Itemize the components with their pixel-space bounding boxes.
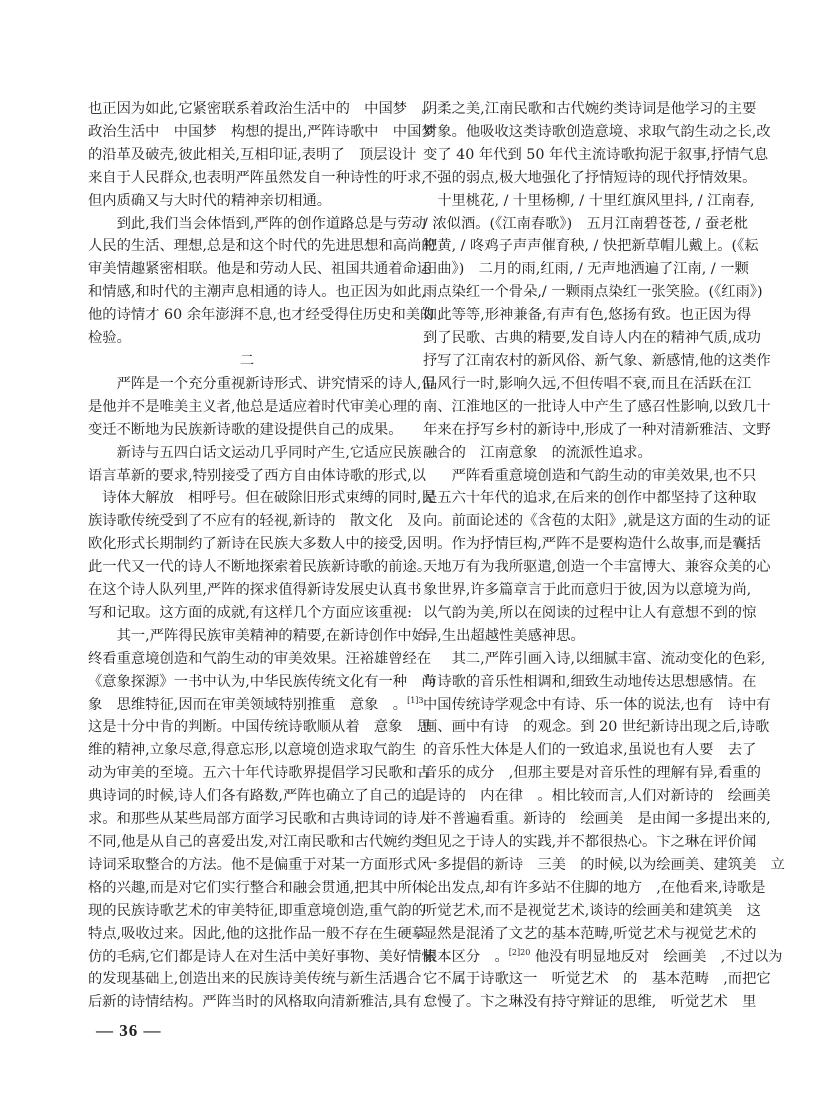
text-line: 融合的 江南意象 的流派性追求。 xyxy=(423,444,652,461)
paragraph xyxy=(88,625,436,1014)
text-line: 听觉艺术,而不是视觉艺术,谈诗的绘画美和建筑美 这 xyxy=(423,902,761,919)
text-line: 维的精神,立象尽意,得意忘形,以意境创造求取气韵生 xyxy=(88,742,417,759)
text-line: 语言革新的要求,特别接受了西方自由体诗歌的形式,以 xyxy=(88,467,426,484)
text-line: 的发现基础上,创造出来的民族诗美传统与新生活遇合 xyxy=(88,971,422,988)
text-line: 此一代又一代的诗人不断地探索着民族新诗歌的前途。 xyxy=(88,559,432,576)
text-line: 格的兴趣,而是对它们实行整合和融会贯通,把其中所体 xyxy=(88,879,426,896)
text-line: 人民的生活、理想,总是和这个时代的先进思想和高尚的 xyxy=(88,238,436,255)
text-line: 也正因为如此,它紧密联系着政治生活中的 中国梦 。 xyxy=(88,101,436,117)
text-line: 终看重意境创造和气韵生动的审美效果。汪裕雄曾经在 xyxy=(88,650,432,667)
text-line: 南、江淮地区的一批诗人中产生了感召性影响,以致几十 xyxy=(423,398,771,415)
text-line: 显然是混淆了文艺的基本范畴,听觉艺术与视觉艺术的 xyxy=(423,925,757,942)
paragraph xyxy=(423,98,771,190)
text-line: 阴柔之美,江南民歌和古代婉约类诗词是他学习的主要 xyxy=(423,101,757,117)
text-line: 论出发点,却有许多站不住脚的地方 ,在他看来,诗歌是 xyxy=(423,879,766,896)
text-line: 明。作为抒情巨构,严阵不是要构造什么故事,而是囊括 xyxy=(423,536,761,553)
text-line: 一多提倡的新诗 三美 的时候,以为绘画美、建筑美 立 xyxy=(423,856,785,873)
text-line: 它不属于诗歌这一 听觉艺术 的 基本范畴 ,而把它 xyxy=(423,971,771,988)
text-line: 严阵是一个充分重视新诗形式、讲究情采的诗人,但 xyxy=(116,375,436,392)
text-line: 的沿革及破壳,彼此相关,互相印证,表明了 顶层设计 xyxy=(88,146,417,163)
text-line: 象世界,许多篇章言于此而意归于彼,因为以意境为尚, xyxy=(423,582,752,599)
text-line: 和情感,和时代的主潮声息相通的诗人。也正因为如此, xyxy=(88,284,426,301)
text-line: 现的民族诗歌艺术的审美特征,即重意境创造,重气韵的 xyxy=(88,902,426,919)
text-segment: 他没有明显地反对 绘画美 ,不过以为 xyxy=(530,948,783,965)
text-line: 其二,严阵引画入诗,以细腻丰富、流动变化的色彩, xyxy=(451,650,766,667)
text-line: 画、画中有诗 的观念。到 20 世纪新诗出现之后,诗歌 xyxy=(423,719,770,736)
text-line: 十里桃花, / 十里杨柳, / 十里红旗风里抖, / 江南春, xyxy=(423,192,755,209)
text-line: 并不普遍看重。新诗的 绘画美 是由闻一多提出来的, xyxy=(423,811,771,828)
paragraph xyxy=(423,648,785,1015)
paragraph xyxy=(423,465,771,648)
text-line: 变迁不断地为民族新诗歌的建设提供自己的成果。 xyxy=(88,421,403,438)
text-line: 是诗的 内在律 。相比较而言,人们对新诗的 绘画美 xyxy=(423,788,771,805)
text-line: 政治生活中 中国梦 构想的提出,严阵诗歌中 中国梦 xyxy=(88,123,436,140)
text-line: 异,生出超越性美感神思。 xyxy=(423,627,585,644)
text-line: 特点,吸收过来。因此,他的这批作品一般不存在生硬摹 xyxy=(88,925,426,942)
right-column xyxy=(423,98,785,1014)
paragraph xyxy=(88,213,436,350)
text-line: 动为审美的至境。五六十年代诗歌界提倡学习民歌和古 xyxy=(88,765,432,782)
text-line: 向。前面论述的《含苞的太阳》,就是这方面的生动的证 xyxy=(423,513,771,530)
text-line: 与诗歌的音乐性相调和,细致生动地传达思想感情。在 xyxy=(423,673,757,690)
text-line: 检验。 xyxy=(88,330,131,347)
section-heading xyxy=(88,350,406,373)
text-line: 以气韵为美,所以在阅读的过程中让人有意想不到的惊 xyxy=(423,604,757,621)
text-line: 抒写了江南农村的新风俗、新气象、新感情,他的这类作 xyxy=(423,352,771,369)
text-line xyxy=(423,946,783,969)
text-line: 《意象探源》一书中认为,中华民族传统文化有一种 尚 xyxy=(88,673,436,690)
text-line: 年来在抒写乡村的新诗中,形成了一种对清新雅洁、文野 xyxy=(423,421,771,438)
text-line: 二 xyxy=(239,352,255,369)
text-line: 仿的毛病,它们都是诗人在对生活中美好事物、美好情愫 xyxy=(88,948,436,965)
text-line: 变了 40 年代到 50 年代主流诗歌拘泥于叙事,抒情气息 xyxy=(423,146,769,163)
text-line: 来自于人民群众,也表明严阵虽然发自一种诗性的吁求, xyxy=(88,169,426,186)
text-line: 其一,严阵得民族审美精神的精要,在新诗创作中始 xyxy=(116,627,426,644)
citation-superscript: [2]20 xyxy=(508,947,531,957)
text-line: 如此等等,形神兼备,有声有色,悠扬有致。也正因为得 xyxy=(423,307,752,324)
paragraph xyxy=(88,98,436,213)
text-line: 不同,他是从自己的喜爱出发,对江南民歌和古代婉约类 xyxy=(88,834,426,850)
text-line: / 浓似酒。(《江南春歌》) 五月江南碧苍苍, / 蚕老枇 xyxy=(423,215,748,232)
paragraph xyxy=(423,190,771,465)
text-line: 后新的诗情结构。严阵当时的风格取向清新雅洁,具有 xyxy=(88,994,422,1011)
text-line: 的音乐性大体是人们的一致追求,虽说也有人要 去了 xyxy=(423,742,757,759)
text-line: 对象。他吸收这类诗歌创造意境、求取气韵生动之长,改 xyxy=(423,123,771,140)
text-line: 音乐的成分 ,但那主要是对音乐性的理解有异,看重的 xyxy=(423,765,761,782)
text-line: 杷黄, / 咚鸡子声声催育秧, / 快把新草帽儿戴上。(《耘 xyxy=(423,238,759,255)
text-line: 欧化形式长期制约了新诗在民族大多数人中的接受,因 xyxy=(88,536,422,553)
text-line: 到了民歌、古典的精要,发自诗人内在的精神气质,成功 xyxy=(423,330,761,347)
text-line: 审美情趣紧密相联。他是和劳动人民、祖国共通着命运 xyxy=(88,261,432,278)
text-line: 但见之于诗人的实践,并不都很热心。卞之琳在评价闻 xyxy=(423,834,757,850)
text-line: 求。和那些从某些局部方面学习民歌和古典诗词的诗人 xyxy=(88,811,432,828)
text-segment: 根本区分 。 xyxy=(423,948,509,965)
text-line xyxy=(88,694,424,717)
text-line: 品风行一时,影响久远,不但传唱不衰,而且在活跃在江 xyxy=(423,375,752,392)
paragraph xyxy=(88,442,436,625)
text-line: 新诗与五四白话文运动几乎同时产生,它适应民族 xyxy=(116,444,422,461)
text-line: 写和记取。这方面的成就,有这样几个方面应该重视: xyxy=(88,604,412,621)
text-line: 中国传统诗学观念中有诗、乐一体的说法,也有 诗中有 xyxy=(423,696,771,713)
text-line: 典诗词的时候,诗人们各有路数,严阵也确立了自己的追 xyxy=(88,788,426,805)
text-line: 雨点染红一个骨朵,/ 一颗雨点染红一张笑脸。(《红雨》) xyxy=(423,284,763,301)
text-line: 这是十分中肯的判断。中国传统诗歌顺从着 意象 思 xyxy=(88,719,432,736)
text-line: 在这个诗人队列里,严阵的探求值得新诗发展史认真书 xyxy=(88,582,422,599)
text-line: 族诗歌传统受到了不应有的轻视,新诗的 散文化 及 xyxy=(88,513,422,530)
text-line: 天地万有为我所驱遣,创造一个丰富博大、兼容众美的心 xyxy=(423,559,771,576)
text-line: 诗词采取整合的方法。他不是偏重于对某一方面形式风 xyxy=(88,856,432,873)
text-line: 诗体大解放 相呼号。但在破除旧形式束缚的同时,民 xyxy=(88,490,436,507)
text-line: 是五六十年代的追求,在后来的创作中都坚持了这种取 xyxy=(423,490,757,507)
text-line: 怠慢了。卞之琳没有持守辩证的思维, 听觉艺术 里 xyxy=(423,994,757,1011)
text-line: 是他并不是唯美主义者,他总是适应着时代审美心理的 xyxy=(88,398,422,415)
text-segment: 象 思维特征,因而在审美领域特别推重 意象 。 xyxy=(88,696,408,713)
paragraph xyxy=(88,373,436,442)
page-number: — 36 — xyxy=(96,1021,162,1040)
left-column xyxy=(88,98,436,1014)
text-line: 他的诗情才 60 余年澎湃不息,也才经受得住历史和美的 xyxy=(88,307,435,324)
citation-superscript: [1]3 xyxy=(407,695,424,705)
text-line: 严阵看重意境创造和气韵生动的审美效果,也不只 xyxy=(451,467,757,484)
text-line: 到此,我们当会体悟到,严阵的创作道路总是与劳动 xyxy=(116,215,426,232)
text-line: 不强的弱点,极大地强化了抒情短诗的现代抒情效果。 xyxy=(423,169,757,186)
text-line: 田曲》) 二月的雨,红雨, / 无声地洒遍了江南, / 一颗 xyxy=(423,261,749,278)
text-line: 但内质确又与大时代的精神亲切相通。 xyxy=(88,192,332,209)
